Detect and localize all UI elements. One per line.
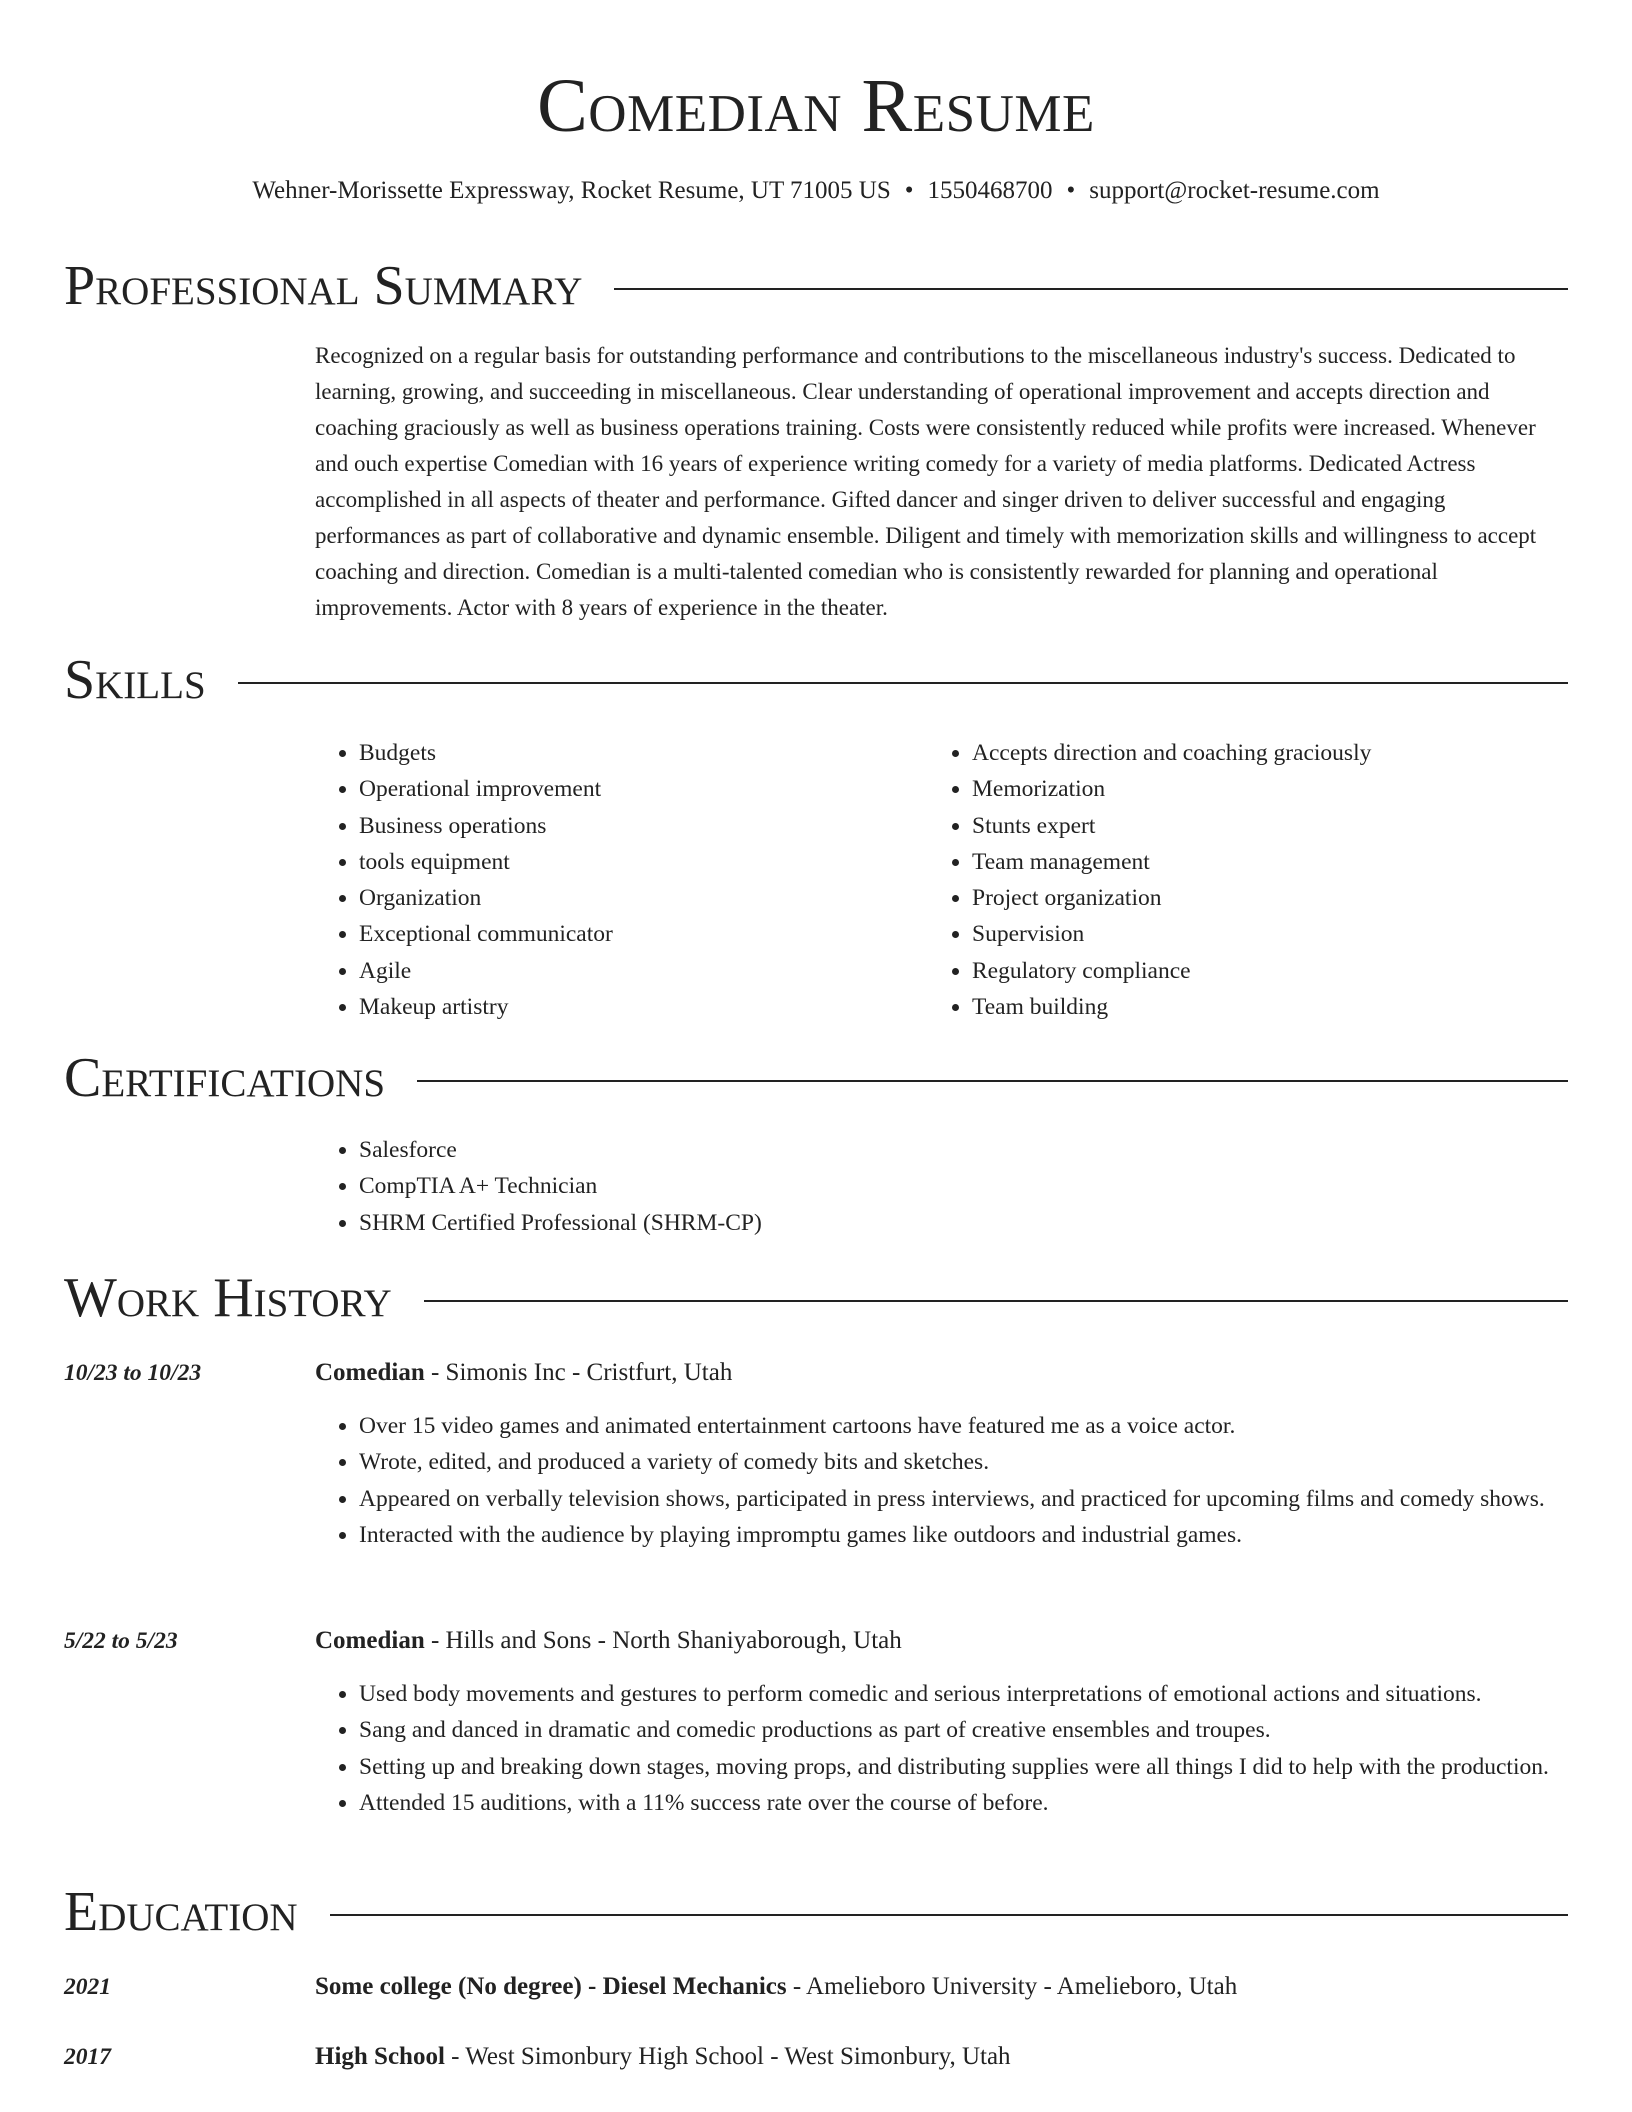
contact-separator: •: [904, 177, 914, 204]
education-year: 2017: [64, 2044, 111, 2070]
section-heading-summary: [64, 254, 1568, 318]
job-bullet: • Used body movements and gestures to perform comedic and serious interpretations of emotional actions and situations.: [359, 1676, 1575, 1712]
job-heading: [315, 1356, 1575, 1390]
section-heading-label: Professional Summary: [64, 255, 583, 317]
skill-item: • Project organization: [972, 880, 1568, 916]
skill-item: • Supervision: [972, 916, 1568, 952]
skill-item: • Exceptional communicator: [359, 916, 915, 952]
job-responsibilities: [315, 1408, 1575, 1553]
resume-title: Comedian Resume: [537, 64, 1095, 148]
section-divider: [330, 1914, 1568, 1916]
skill-item: • Business operations: [359, 808, 915, 844]
certification-item: • Salesforce: [359, 1132, 1575, 1168]
section-heading-education: [64, 1880, 1568, 1944]
section-heading-certifications: [64, 1046, 1568, 1110]
section-divider: [238, 682, 1568, 684]
skill-item: • Memorization: [972, 771, 1568, 807]
section-divider: [424, 1300, 1568, 1302]
job-responsibilities: [315, 1676, 1575, 1821]
education-details: - Amelieboro University - Amelieboro, Utah: [786, 1973, 1238, 2000]
section-heading-label: Certifications: [64, 1047, 386, 1109]
job-dates: 5/22 to 5/23: [64, 1628, 178, 1654]
contact-line: [0, 174, 1632, 208]
job-bullet: • Attended 15 auditions, with a 11% success rate over the course of before.: [359, 1785, 1575, 1821]
certification-item: • SHRM Certified Professional (SHRM-CP): [359, 1205, 1575, 1241]
job-bullet: • Setting up and breaking down stages, moving props, and distributing supplies were all things I did to help with the production.: [359, 1749, 1575, 1785]
skill-item: • Team management: [972, 844, 1568, 880]
section-heading-label: Education: [64, 1881, 298, 1943]
skill-item: • Team building: [972, 989, 1568, 1025]
education-entry: [315, 1970, 1575, 2004]
section-heading-work-history: [64, 1266, 1568, 1330]
job-title: Comedian: [315, 1627, 425, 1654]
job-bullet: • Interacted with the audience by playing impromptu games like outdoors and industrial games.: [359, 1517, 1575, 1553]
skill-item: • Budgets: [359, 735, 915, 771]
skills-column-left: [315, 735, 915, 1025]
section-divider: [614, 288, 1568, 290]
skill-item: • Operational improvement: [359, 771, 915, 807]
skill-item: • Stunts expert: [972, 808, 1568, 844]
skill-item: • Regulatory compliance: [972, 953, 1568, 989]
skills-column-right: [928, 735, 1568, 1025]
skill-item: • Agile: [359, 953, 915, 989]
education-degree: High School: [315, 2043, 445, 2070]
education-degree: Some college (No degree) - Diesel Mechanics: [315, 1973, 787, 2000]
skill-item: • tools equipment: [359, 844, 915, 880]
job-heading: [315, 1624, 1575, 1658]
contact-phone: 1550468700: [927, 177, 1053, 204]
skill-item: • Organization: [359, 880, 915, 916]
section-heading-skills: [64, 648, 1568, 712]
job-bullet: • Appeared on verbally television shows, participated in press interviews, and practiced for upcoming films and comedy shows.: [359, 1481, 1575, 1517]
job-details: - Hills and Sons - North Shaniyaborough, Utah: [424, 1627, 902, 1654]
section-heading-label: Skills: [64, 649, 206, 711]
certifications-list: [315, 1132, 1575, 1241]
job-dates: 10/23 to 10/23: [64, 1360, 202, 1386]
job-bullet: • Wrote, edited, and produced a variety of comedy bits and sketches.: [359, 1444, 1575, 1480]
education-year: 2021: [64, 1974, 111, 2000]
contact-email[interactable]: support@rocket-resume.com: [1089, 177, 1380, 204]
contact-separator: •: [1066, 177, 1076, 204]
job-bullet: • Sang and danced in dramatic and comedic productions as part of creative ensembles and troupes.: [359, 1712, 1575, 1748]
job-bullet: • Over 15 video games and animated entertainment cartoons have featured me as a voice actor.: [359, 1408, 1575, 1444]
summary-text: Recognized on a regular basis for outstanding performance and contributions to the miscellaneous industry's success. Dedicated to learning, growing, and succeeding in miscellaneous. Clear understanding of operational improvement and accepts direction and coaching graciously as well as business operations training. Costs were consistently reduced while profits were increased. Whenever and ouch expertise Comedian with 16 years of experience writing comedy for a variety of media platforms. Dedicated Actress accomplished in all aspects of theater and performance. Gifted dancer and singer driven to deliver successful and engaging performances as part of collaborative and dynamic ensemble. Diligent and timely with memorization skills and willingness to accept coaching and direction. Comedian is a multi-talented comedian who is consistently rewarded for planning and operational improvements. Actor with 8 years of experience in the theater.: [315, 343, 1537, 620]
job-details: - Simonis Inc - Cristfurt, Utah: [424, 1359, 733, 1386]
certification-item: • CompTIA A+ Technician: [359, 1168, 1575, 1204]
section-heading-label: Work History: [64, 1267, 392, 1329]
job-title: Comedian: [315, 1359, 425, 1386]
skill-item: • Accepts direction and coaching graciously: [972, 735, 1568, 771]
skill-item: • Makeup artistry: [359, 989, 915, 1025]
education-details: - West Simonbury High School - West Simonbury, Utah: [444, 2043, 1011, 2070]
education-entry: [315, 2040, 1575, 2074]
contact-address: Wehner-Morissette Expressway, Rocket Resume, UT 71005 US: [252, 177, 891, 204]
section-divider: [417, 1080, 1568, 1082]
